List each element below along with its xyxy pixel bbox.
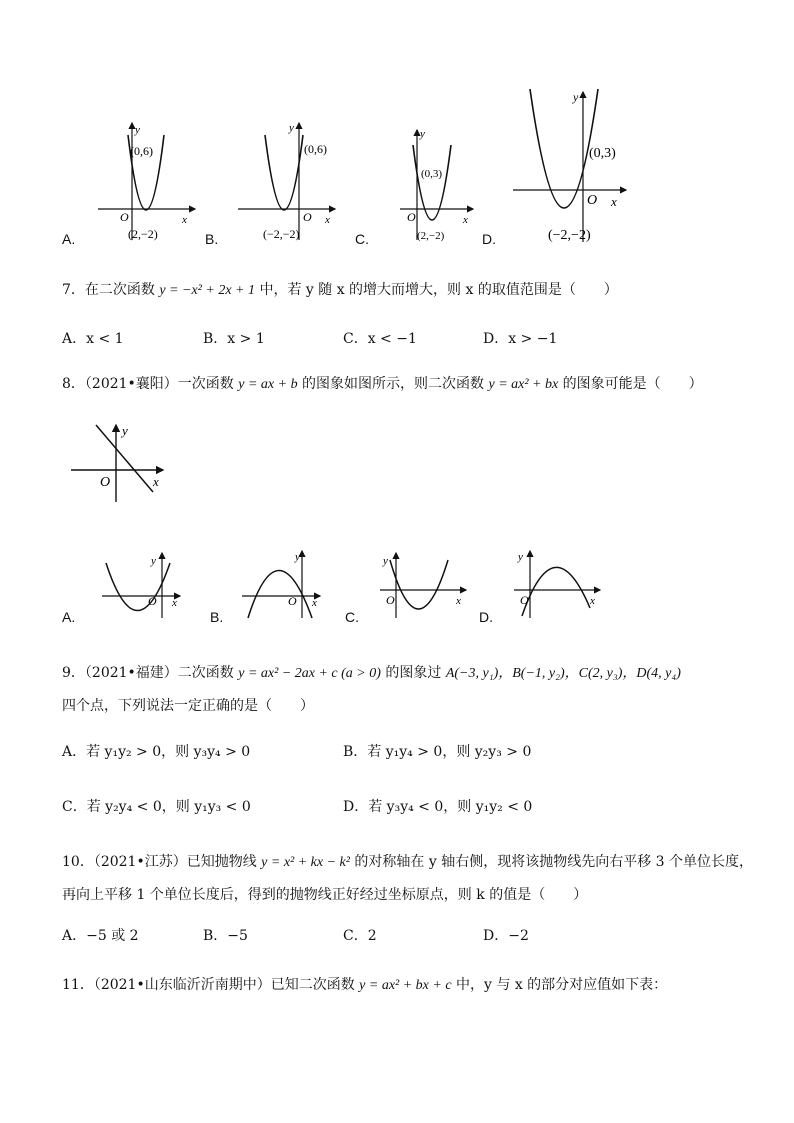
q10-stem-line1	[62, 851, 753, 871]
q6-b-yaxis: y	[289, 122, 294, 134]
q8-graph-a[interactable]	[100, 548, 185, 620]
q8-stem	[62, 373, 703, 393]
q8-d-origin: O	[520, 593, 529, 607]
q8-text-b: 的图象如图所示，则二次函数	[297, 376, 489, 392]
q8-b-yaxis: y	[295, 551, 300, 563]
q9-option-b[interactable]: B．若 y₁y₄ > 0，则 y₂y₃ > 0	[343, 744, 532, 760]
q9-option-d[interactable]: D．若 y₃y₄ < 0，则 y₁y₂ < 0	[343, 799, 533, 815]
q8-line-graph	[68, 420, 168, 505]
q9-option-a[interactable]: A．若 y₁y₂ > 0，则 y₃y₄ > 0	[62, 744, 251, 760]
q8-formula2: y = ax² + bx	[488, 377, 559, 392]
q6-option-c-label: C.	[355, 231, 369, 247]
q8-formula1: y = ax + b	[238, 377, 298, 392]
q8-a-origin: O	[148, 594, 157, 608]
q6-b-vertex: (−2,−2)	[263, 227, 300, 241]
q6-graphs	[0, 85, 794, 255]
q8-b-xaxis: x	[312, 597, 317, 609]
q11-formula: y = ax² + bx + c	[359, 978, 452, 993]
q6-graph-b[interactable]	[233, 115, 343, 245]
q6-c-xaxis: x	[463, 214, 468, 226]
q10-text-a: 10．（2021•江苏）已知抛物线	[62, 854, 262, 870]
q8-text-a: 8．（2021•襄阳）一次函数	[62, 376, 239, 392]
q6-c-yaxis: y	[420, 128, 425, 140]
q6-c-intercept: (0,3)	[421, 168, 443, 180]
q6-option-b-label: B.	[205, 231, 219, 247]
q8-b-origin: O	[288, 594, 297, 608]
q9-formula: y = ax² − 2ax + c (a > 0)	[238, 666, 381, 681]
q7-formula: y = −x² + 2x + 1	[159, 283, 255, 298]
q8-line-origin: O	[100, 475, 111, 490]
q6-d-xaxis: x	[611, 194, 617, 209]
q7-stem	[62, 279, 618, 299]
q7-text-a: 7．在二次函数	[62, 282, 160, 298]
q7-option-a[interactable]: A．x < 1	[62, 331, 124, 347]
q7-option-d[interactable]: D．x > −1	[483, 331, 558, 347]
q8-graph-b[interactable]	[240, 548, 325, 620]
q6-b-intercept: (0,6)	[304, 142, 327, 156]
q6-d-vertex: (−2,−2)	[548, 228, 591, 243]
q8-a-xaxis: x	[172, 597, 177, 609]
q10-text-b: 的对称轴在 y 轴右侧，现将该抛物线先向右平移 3 个单位长度，	[349, 854, 754, 870]
q6-a-origin: O	[120, 210, 129, 224]
q6-graph-d[interactable]	[508, 87, 633, 250]
q6-b-origin: O	[303, 210, 312, 224]
q9-stem-line2: 四个点，下列说法一定正确的是（ ）	[62, 698, 314, 714]
q8-a-yaxis: y	[151, 555, 156, 567]
q6-d-yaxis: y	[573, 90, 579, 104]
q8-d-yaxis: y	[518, 551, 523, 563]
q6-graph-a[interactable]	[90, 115, 205, 245]
q11-text-a: 11．（2021•山东临沂沂南期中）已知二次函数	[62, 977, 360, 993]
q10-option-c[interactable]: C．2	[343, 928, 377, 944]
q6-c-origin: O	[407, 210, 416, 224]
q6-option-d-label: D.	[482, 231, 496, 247]
q6-graph-c[interactable]	[395, 115, 480, 245]
q8-graph-c[interactable]	[378, 548, 470, 620]
q8-option-d-label: D.	[479, 609, 493, 625]
q10-option-b[interactable]: B．−5	[203, 928, 248, 944]
q10-stem-line2: 再向上平移 1 个单位长度后，得到的抛物线正好经过坐标原点，则 k 的值是（ ）	[62, 887, 588, 903]
q8-option-a-label: A.	[62, 609, 76, 625]
q8-c-xaxis: x	[456, 595, 461, 607]
q9-text-a: 9．（2021•福建）二次函数	[62, 665, 239, 681]
q6-d-origin: O	[587, 193, 598, 208]
q6-d-intercept: (0,3)	[589, 146, 616, 161]
q6-a-xaxis: x	[182, 214, 187, 226]
q10-option-d[interactable]: D．−2	[483, 928, 529, 944]
q11-stem	[62, 974, 667, 994]
q8-graph-d[interactable]	[512, 548, 604, 620]
q10-formula: y = x² + kx − k²	[261, 855, 350, 870]
q7-option-b[interactable]: B．x > 1	[203, 331, 265, 347]
q7-option-c[interactable]: C．x < −1	[343, 331, 417, 347]
q8-line-yaxis: y	[122, 423, 128, 438]
q8-option-b-label: B.	[210, 609, 224, 625]
q9-points: A(−3, y₁)，B(−1, y₂)，C(2, y₃)，D(4, y₄)	[445, 666, 681, 681]
q9-text-b: 的图象过	[380, 665, 446, 681]
q9-option-c[interactable]: C．若 y₂y₄ < 0，则 y₁y₃ < 0	[62, 799, 251, 815]
q8-text-c: 的图象可能是（ ）	[558, 376, 703, 392]
q8-d-xaxis: x	[590, 595, 595, 607]
q6-a-vertex: (2,−2)	[128, 227, 158, 241]
q6-b-xaxis: x	[325, 214, 330, 226]
q10-option-a[interactable]: A．−5 或 2	[62, 928, 139, 944]
q8-c-yaxis: y	[383, 555, 388, 567]
q7-text-b: 中，若 y 随 x 的增大而增大，则 x 的取值范围是（ ）	[255, 282, 618, 298]
q6-a-intercept: (0,6)	[130, 144, 153, 158]
q8-line-xaxis: x	[153, 474, 159, 489]
q6-a-yaxis: y	[135, 124, 140, 136]
q8-c-origin: O	[386, 593, 395, 607]
q6-option-a-label: A.	[62, 231, 76, 247]
q9-stem-line1	[62, 662, 681, 682]
q8-option-c-label: C.	[345, 609, 359, 625]
q11-text-b: 中，y 与 x 的部分对应值如下表：	[451, 977, 668, 993]
q6-c-vertex: (2,−2)	[417, 230, 445, 242]
